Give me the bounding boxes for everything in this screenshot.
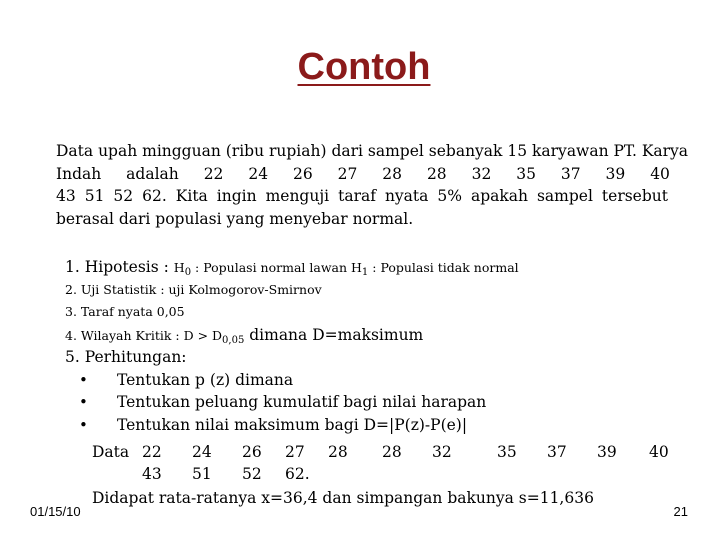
step-calculation: 5. Perhitungan: bbox=[65, 348, 187, 366]
data-value: 35 bbox=[497, 443, 517, 461]
solution-steps bbox=[65, 256, 685, 436]
problem-statement bbox=[56, 140, 689, 230]
data-value: 52 bbox=[242, 465, 262, 483]
data-value: 39 bbox=[597, 443, 617, 461]
data-value: 28 bbox=[382, 443, 402, 461]
data-value: 28 bbox=[328, 443, 348, 461]
bullet-item: • Tentukan peluang kumulatif bagi nilai harapan bbox=[65, 391, 685, 414]
step-critical-region: 4. Wilayah Kritik : $D > D_{0,05}$ dimana D=maksimum bbox=[65, 325, 424, 346]
intro-line: 43 51 52 62. Kita ingin menguji taraf nyata 5% apakah sampel tersebut bbox=[56, 187, 668, 205]
page-number: 21 bbox=[673, 504, 688, 519]
result-line: Didapat rata-ratanya x=36,4 dan simpangan bakunya s=11,636 bbox=[92, 489, 594, 507]
data-value: 27 bbox=[285, 443, 305, 461]
step-hypothesis: 1. Hipotesis : $H_0$ : Populasi normal lawan $H_1$ : Populasi tidak normal bbox=[65, 258, 519, 278]
step-significance: 3. Taraf nyata 0,05 bbox=[65, 304, 185, 319]
bullet-item: • Tentukan p (z) dimana bbox=[65, 369, 685, 392]
data-value: 37 bbox=[547, 443, 567, 461]
intro-line-2-text: Indah adalah 22 24 26 27 28 28 32 35 37 39 40 bbox=[56, 164, 670, 183]
data-value: 22 bbox=[142, 443, 162, 461]
data-value: 43 bbox=[142, 465, 162, 483]
data-value: 24 bbox=[192, 443, 212, 461]
intro-line: Data upah mingguan (ribu rupiah) dari sampel sebanyak 15 karyawan PT. Karya bbox=[56, 142, 689, 160]
footer-date: 01/15/10 bbox=[30, 504, 81, 519]
bullet-icon: • bbox=[79, 393, 88, 411]
bullet-icon: • bbox=[79, 415, 88, 434]
step-test-statistic: 2. Uji Statistik : uji Kolmogorov-Smirnov bbox=[65, 281, 322, 297]
slide-title: Contoh bbox=[297, 46, 431, 88]
bullet-icon: • bbox=[79, 370, 88, 389]
bullet-item: • Tentukan nilai maksimum bagi D=|P(z)-P(e)| bbox=[65, 414, 685, 437]
intro-line: berasal dari populasi yang menyebar normal. bbox=[56, 209, 414, 228]
data-value: 32 bbox=[432, 443, 452, 461]
data-value: 40 bbox=[649, 443, 669, 461]
data-value: 26 bbox=[242, 443, 262, 461]
data-value: 62. bbox=[285, 465, 310, 483]
data-value: 51 bbox=[192, 465, 212, 483]
intro-line bbox=[56, 163, 668, 186]
data-label: Data bbox=[92, 443, 130, 461]
